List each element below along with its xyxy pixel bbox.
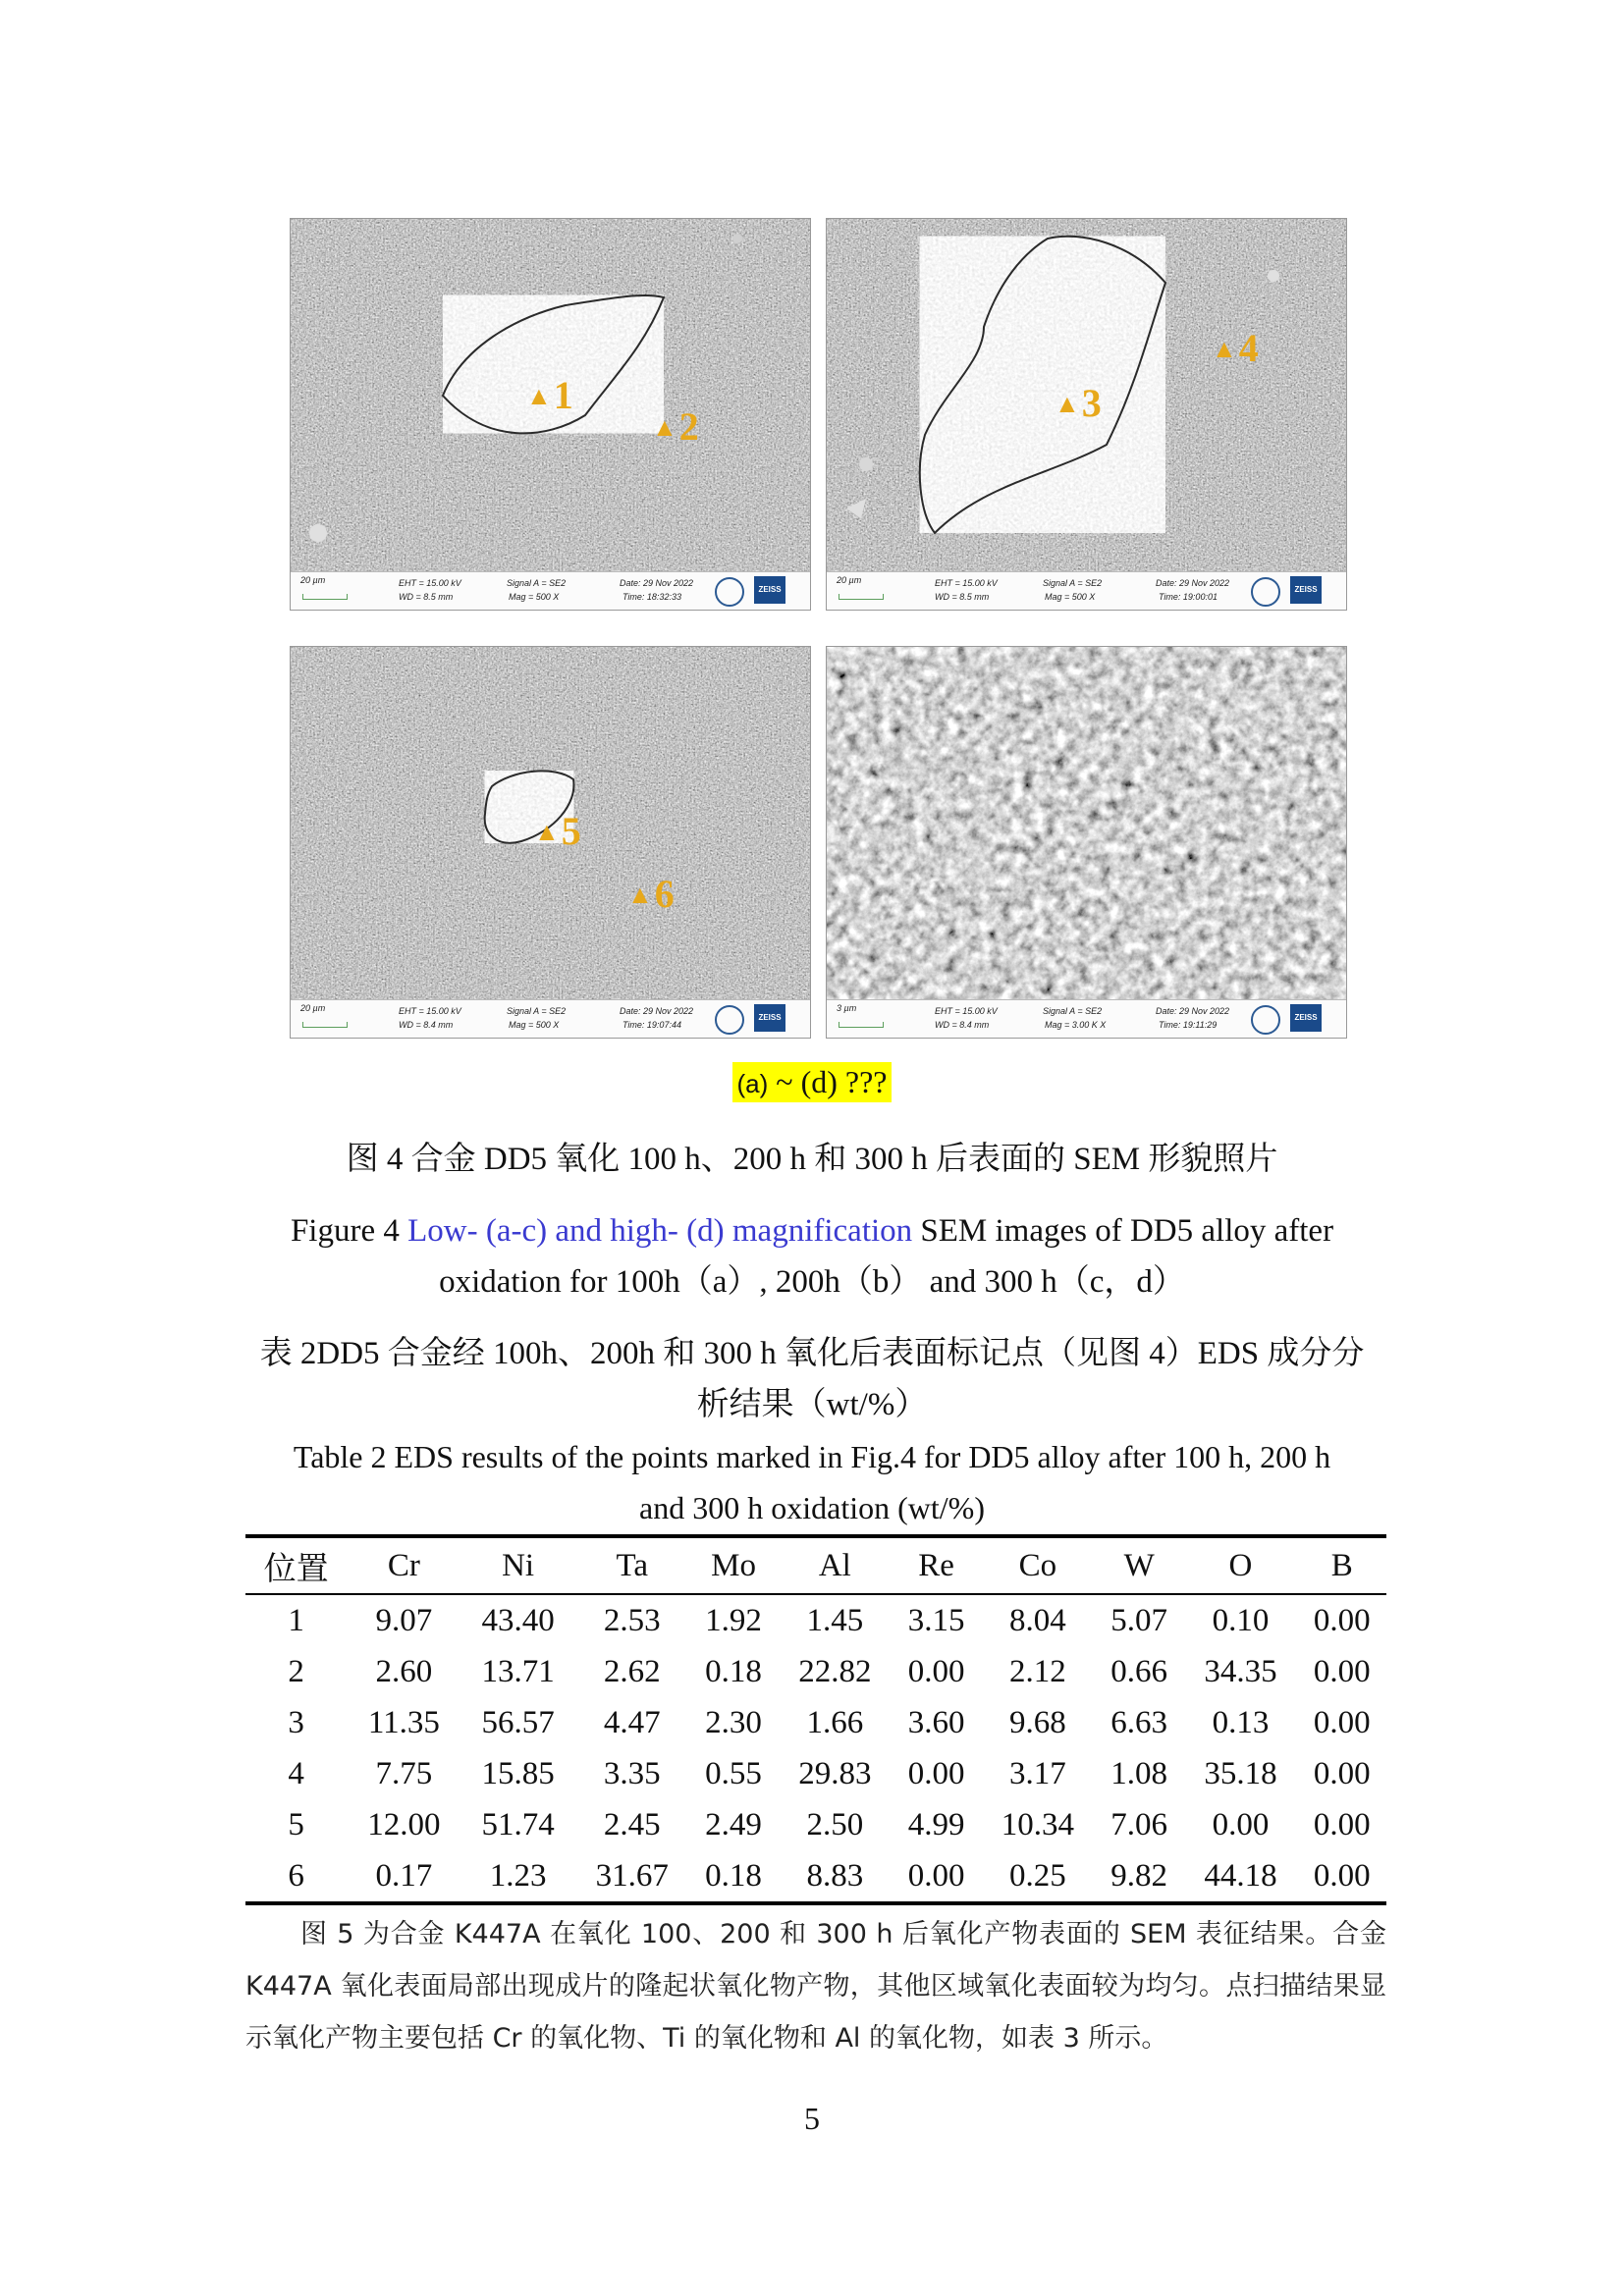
value-cell: 34.35: [1204, 1653, 1277, 1689]
value-cell: 7.75: [375, 1755, 433, 1791]
value-cell: 0.00: [1313, 1806, 1371, 1842]
value-cell: 3.17: [1009, 1755, 1066, 1791]
date-label: Date: 29 Nov 2022: [620, 1006, 694, 1016]
value-cell: 0.55: [705, 1755, 762, 1791]
value-cell: 2.30: [705, 1704, 762, 1740]
page-number: 5: [804, 2101, 820, 2136]
col-header: Ni: [460, 1536, 574, 1594]
value-cell: 1.08: [1110, 1755, 1168, 1791]
sublabel-a: (a): [736, 1069, 769, 1098]
value-cell: 0.00: [1313, 1704, 1371, 1740]
point-marker-1: ▲1: [526, 373, 573, 417]
value-cell: 2.53: [603, 1602, 661, 1638]
value-cell: 0.00: [1313, 1755, 1371, 1791]
mag-label: Mag = 500 X: [1045, 592, 1096, 602]
sem-panel-d: [826, 646, 1347, 1039]
value-cell: 2.60: [375, 1653, 433, 1689]
value-cell: 2.50: [806, 1806, 864, 1842]
figure-caption-en: [0, 1205, 1624, 1308]
value-cell: 44.18: [1183, 1850, 1297, 1903]
wd-label: WD = 8.5 mm: [935, 592, 990, 602]
date-label: Date: 29 Nov 2022: [620, 578, 694, 588]
table-title-cn-line2: 析结果（wt/%）: [696, 1387, 928, 1422]
eht-label: EHT = 15.00 kV: [399, 1006, 461, 1016]
sem-info-bar-d: [827, 999, 1346, 1038]
col-header: W: [1095, 1536, 1183, 1594]
zeiss-logo-icon: ZEISS: [1290, 576, 1322, 604]
value-cell: 8.04: [1009, 1602, 1066, 1638]
col-header: Re: [892, 1536, 980, 1594]
value-cell: 12.00: [367, 1806, 441, 1842]
table-row: [245, 1646, 1386, 1697]
value-cell: 8.83: [778, 1850, 892, 1903]
value-cell: 31.67: [575, 1850, 689, 1903]
eht-label: EHT = 15.00 kV: [935, 1006, 998, 1016]
value-cell: 0.00: [1313, 1602, 1371, 1638]
eht-label: EHT = 15.00 kV: [399, 578, 461, 588]
value-cell: 0.18: [689, 1850, 778, 1903]
sem-image-d: [827, 647, 1346, 1000]
value-cell: 2.45: [603, 1806, 661, 1842]
value-cell: 1.23: [460, 1850, 574, 1903]
col-header: 位置: [245, 1536, 347, 1594]
zeiss-logo-icon: ZEISS: [754, 576, 785, 604]
time-label: Time: 19:07:44: [623, 1020, 681, 1030]
institute-logo-icon: [1251, 577, 1280, 607]
value-cell: 3.35: [603, 1755, 661, 1791]
value-cell: 0.10: [1212, 1602, 1270, 1638]
time-label: Time: 19:00:01: [1159, 592, 1218, 602]
value-cell: 6.63: [1110, 1704, 1168, 1740]
time-label: Time: 18:32:33: [623, 592, 681, 602]
signal-label: Signal A = SE2: [507, 578, 567, 588]
col-header: Al: [778, 1536, 892, 1594]
value-cell: 0.00: [1298, 1850, 1386, 1903]
sem-panel-c: [290, 646, 811, 1039]
table-title-en: [0, 1431, 1624, 1533]
scale-label: 20 µm: [300, 575, 326, 585]
table-header-row: [245, 1536, 1386, 1594]
body-paragraph: 图 5 为合金 K447A 在氧化 100、200 和 300 h 后氧化产物表面的 SEM 表征结果。合金 K447A 氧化表面局部出现成片的隆起状氧化物产物，其他区域氧化表面较为均匀。点扫描结果显示氧化产物主要包括 Cr 的氧化物、Ti 的氧化物和 Al 的氧化物，如表 3 所示。: [245, 1919, 1386, 2054]
value-cell: 15.85: [481, 1755, 555, 1791]
value-cell: 35.18: [1204, 1755, 1277, 1791]
caption-en-line2: oxidation for 100h（a）, 200h（b） and 300 h（c，d）: [439, 1264, 1185, 1300]
sem-info-bar-c: [291, 999, 810, 1038]
position-cell: 1: [288, 1602, 304, 1638]
value-cell: 11.35: [367, 1704, 440, 1740]
col-header: O: [1183, 1536, 1297, 1594]
value-cell: 7.06: [1110, 1806, 1168, 1842]
position-cell: 3: [288, 1704, 304, 1740]
institute-logo-icon: [715, 577, 744, 607]
institute-logo-icon: [1251, 1005, 1280, 1035]
figure-caption-cn: 图 4 合金 DD5 氧化 100 h、200 h 和 300 h 后表面的 SEM 形貌照片: [346, 1142, 1278, 1177]
scale-bar: [839, 594, 884, 600]
table-title-en-line1: Table 2 EDS results of the points marked in Fig.4 for DD5 alloy after 100 h, 200 h: [293, 1439, 1331, 1474]
value-cell: 22.82: [798, 1653, 872, 1689]
value-cell: 0.00: [907, 1755, 965, 1791]
col-header: Mo: [689, 1536, 778, 1594]
col-header: Cr: [347, 1536, 460, 1594]
position-cell: 6: [245, 1850, 347, 1903]
value-cell: 43.40: [481, 1602, 555, 1638]
value-cell: 2.62: [603, 1653, 661, 1689]
caption-en-highlight: Low- (a-c) and high- (d) magnification: [407, 1213, 913, 1249]
value-cell: 9.82: [1095, 1850, 1183, 1903]
sem-panel-a: [290, 218, 811, 611]
value-cell: 9.07: [375, 1602, 433, 1638]
position-cell: 5: [288, 1806, 304, 1842]
value-cell: 0.25: [981, 1850, 1095, 1903]
table-row: [245, 1850, 1386, 1903]
caption-en-prefix: Figure 4: [290, 1213, 408, 1249]
value-cell: 13.71: [481, 1653, 555, 1689]
value-cell: 1.45: [806, 1602, 864, 1638]
sem-info-bar-b: [827, 571, 1346, 610]
position-cell: 4: [288, 1755, 304, 1791]
sem-panel-b: [826, 218, 1347, 611]
value-cell: 0.18: [705, 1653, 762, 1689]
value-cell: 5.07: [1110, 1602, 1168, 1638]
scale-label: 20 µm: [300, 1003, 326, 1013]
scale-bar: [839, 1022, 884, 1028]
point-marker-4: ▲4: [1212, 326, 1259, 370]
signal-label: Signal A = SE2: [507, 1006, 567, 1016]
value-cell: 3.15: [907, 1602, 965, 1638]
date-label: Date: 29 Nov 2022: [1156, 578, 1230, 588]
mag-label: Mag = 500 X: [509, 1020, 560, 1030]
institute-logo-icon: [715, 1005, 744, 1035]
value-cell: 0.00: [907, 1653, 965, 1689]
value-cell: 0.66: [1110, 1653, 1168, 1689]
date-label: Date: 29 Nov 2022: [1156, 1006, 1230, 1016]
table-row: [245, 1594, 1386, 1646]
value-cell: 29.83: [798, 1755, 872, 1791]
zeiss-logo-icon: ZEISS: [1290, 1004, 1322, 1032]
position-cell: 2: [288, 1653, 304, 1689]
table-row: [245, 1799, 1386, 1850]
scale-label: 20 µm: [837, 575, 862, 585]
wd-label: WD = 8.5 mm: [399, 592, 454, 602]
table-row: [245, 1697, 1386, 1748]
eds-results-table: [245, 1534, 1386, 1905]
wd-label: WD = 8.4 mm: [399, 1020, 454, 1030]
value-cell: 51.74: [481, 1806, 555, 1842]
point-marker-6: ▲6: [627, 872, 675, 916]
value-cell: 2.49: [705, 1806, 762, 1842]
value-cell: 1.66: [806, 1704, 864, 1740]
signal-label: Signal A = SE2: [1043, 578, 1103, 588]
value-cell: 9.68: [1009, 1704, 1066, 1740]
signal-label: Signal A = SE2: [1043, 1006, 1103, 1016]
value-cell: 0.00: [1212, 1806, 1270, 1842]
scale-bar: [302, 1022, 348, 1028]
value-cell: 0.00: [892, 1850, 980, 1903]
value-cell: 2.12: [1009, 1653, 1066, 1689]
table-row: [245, 1748, 1386, 1799]
value-cell: 0.13: [1212, 1704, 1270, 1740]
value-cell: 3.60: [907, 1704, 965, 1740]
table-title-cn-line1: 表 2DD5 合金经 100h、200h 和 300 h 氧化后表面标记点（见图 4）EDS 成分分: [259, 1336, 1365, 1371]
value-cell: 0.00: [1313, 1653, 1371, 1689]
time-label: Time: 19:11:29: [1159, 1020, 1218, 1030]
sem-info-bar-a: [291, 571, 810, 610]
table-title-cn: [0, 1328, 1624, 1430]
value-cell: 1.92: [705, 1602, 762, 1638]
mag-label: Mag = 500 X: [509, 592, 560, 602]
caption-en-suffix: SEM images of DD5 alloy after: [912, 1213, 1334, 1249]
zeiss-logo-icon: ZEISS: [754, 1004, 785, 1032]
table-title-en-line2: and 300 h oxidation (wt/%): [639, 1490, 985, 1525]
value-cell: 0.17: [347, 1850, 460, 1903]
value-cell: 4.99: [907, 1806, 965, 1842]
point-marker-5: ▲5: [534, 809, 581, 853]
figure-sublabel: [0, 1062, 1624, 1102]
mag-label: Mag = 3.00 K X: [1045, 1020, 1107, 1030]
col-header: Ta: [575, 1536, 689, 1594]
eht-label: EHT = 15.00 kV: [935, 578, 998, 588]
value-cell: 4.47: [603, 1704, 661, 1740]
scale-bar: [302, 594, 348, 600]
point-marker-2: ▲2: [652, 404, 699, 449]
col-header: B: [1298, 1536, 1386, 1594]
value-cell: 56.57: [481, 1704, 555, 1740]
scale-label: 3 µm: [837, 1003, 857, 1013]
point-marker-3: ▲3: [1055, 381, 1102, 425]
wd-label: WD = 8.4 mm: [935, 1020, 990, 1030]
col-header: Co: [981, 1536, 1095, 1594]
sublabel-rest: ~ (d) ???: [768, 1064, 888, 1099]
value-cell: 10.34: [1001, 1806, 1074, 1842]
